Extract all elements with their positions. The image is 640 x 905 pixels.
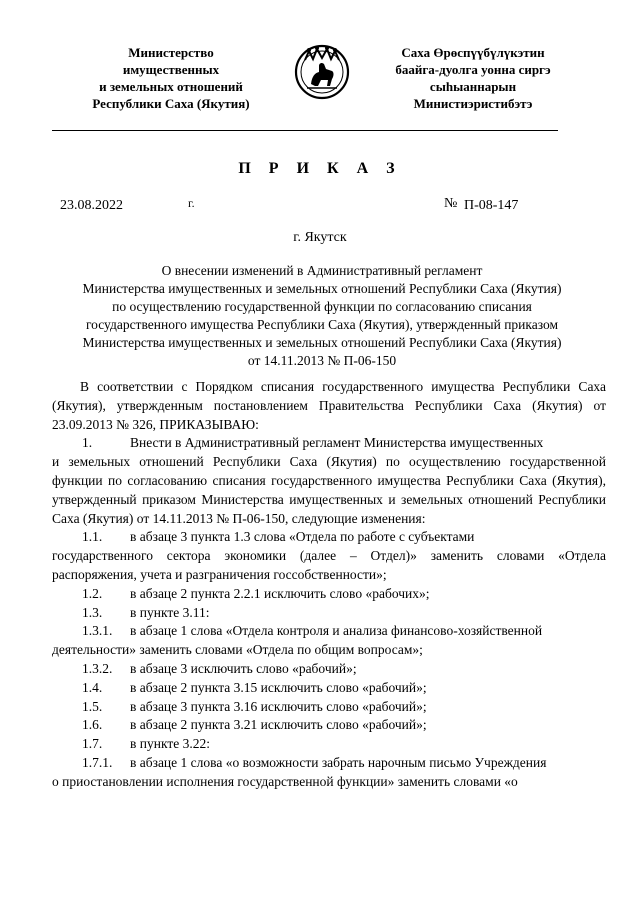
sub-item-text: в абзаце 2 пункта 2.2.1 исключить слово «рабочих»; (130, 585, 430, 601)
order-sub-item (52, 735, 606, 754)
sub-item-text: в абзаце 1 слова «о возможности забрать нарочным письмо Учреждения (130, 754, 547, 770)
sub-item-text: в абзаце 1 слова «Отдела контроля и анализа финансово-хозяйственной (130, 623, 543, 639)
order-title-line: Министерства имущественных и земельных отношений Республики Саха (Якутия) (82, 281, 562, 296)
sub-item-continuation: деятельности» заменить словами «Отдела по общим вопросам»; (52, 642, 423, 658)
order-sub-item (52, 622, 606, 660)
sub-item-number: 1.1. (82, 529, 103, 545)
preamble-paragraph: В соответствии с Порядком списания государственного имущества Республики Саха (Якутия), утвержденным постановлением Правительства Республики Саха (Якутия) от 23.09.2013 № 326, ПРИКАЗЫВАЮ: (52, 379, 606, 432)
sub-item-number: 1.3.2. (82, 660, 113, 676)
sub-item-number: 1.6. (82, 717, 103, 733)
sub-item-text: в абзаце 3 исключить слово «рабочий»; (130, 660, 357, 676)
order-title-line: О внесении изменений в Административный регламент (161, 263, 483, 278)
sub-item-number: 1.2. (82, 585, 103, 601)
sub-item-continuation: государственного сектора экономики (далее – Отдел)» заменить словами «Отдела распоряжения, учета и разграничения госсобственности»; (52, 548, 606, 582)
order-city: г. Якутск (293, 230, 347, 245)
ministry-name-russian (60, 44, 282, 112)
sub-item-text: в пункте 3.11: (130, 604, 210, 620)
sub-item-text: в пункте 3.22: (130, 736, 210, 752)
sub-item-continuation: о приостановлении исполнения государственной функции» заменить словами «о (52, 773, 518, 789)
sub-item-number: 1.5. (82, 698, 103, 714)
date-year-suffix: г. (188, 196, 195, 210)
ministry-name-line: сыһыаннарын (429, 79, 517, 94)
order-title-line: по осуществлению государственной функции по согласованию списания (112, 299, 532, 314)
header-divider (52, 130, 558, 131)
order-title-line: от 14.11.2013 № П-06-150 (247, 353, 397, 368)
order-title-line: государственного имущества Республики Саха (Якутия), утвержденный приказом (85, 317, 559, 332)
order-date: 23.08.2022 (60, 198, 123, 213)
sub-item-number: 1.4. (82, 679, 103, 695)
sub-item-number: 1.3.1. (82, 623, 113, 639)
order-sub-item (52, 604, 606, 623)
ministry-name-line: Министиэристибэтэ (413, 96, 533, 111)
item-number: 1. (82, 435, 93, 451)
sub-item-text: в абзаце 2 пункта 3.21 исключить слово «рабочий»; (130, 717, 427, 733)
sakha-coat-of-arms-emblem (293, 38, 351, 102)
order-sub-item (52, 754, 606, 792)
sub-item-number: 1.7. (82, 736, 103, 752)
order-number: П-08-147 (464, 198, 519, 213)
order-item (52, 434, 606, 528)
number-sign: № (444, 196, 458, 211)
ministry-name-line: Министерство (128, 45, 214, 60)
order-body (52, 378, 606, 792)
item-text-continuation: и земельных отношений Республики Саха (Якутия) по осуществлению государственной функции по согласованию списания государственного имущества Республики Саха (Якутия), утвержденный приказом Министерства имущественных и земельных отношений Республики Саха (Якутия) от 14.11.2013 № П-06-150, следующие изменения: (52, 454, 606, 526)
sub-item-text: в абзаце 3 пункта 3.16 исключить слово «рабочий»; (130, 698, 427, 714)
sub-item-text: в абзаце 3 пункта 1.3 слова «Отдела по работе с субъектами (130, 529, 475, 545)
sub-item-text: в абзаце 2 пункта 3.15 исключить слово «рабочий»; (130, 679, 427, 695)
ministry-name-line: Саха Өрөспүүбүлүкэтин (401, 45, 545, 60)
document-type-heading: П Р И К А З (238, 160, 402, 177)
sub-item-number: 1.3. (82, 604, 103, 620)
item-text-first-line: Внести в Административный регламент Министерства имущественных (130, 435, 544, 451)
order-sub-item (52, 528, 606, 584)
order-sub-item (52, 585, 606, 604)
ministry-name-line: имущественных (122, 62, 220, 77)
order-sub-item (52, 698, 606, 717)
ministry-name-line: Республики Саха (Якутия) (92, 96, 250, 111)
order-title-line: Министерства имущественных и земельных отношений Республики Саха (Якутия) (82, 335, 562, 350)
order-sub-item (52, 679, 606, 698)
ministry-name-line: баайга-дуолга уонна сиргэ (395, 62, 551, 77)
order-sub-item (52, 716, 606, 735)
ministry-name-yakut (368, 44, 578, 112)
order-title (52, 262, 592, 370)
ministry-name-line: и земельных отношений (99, 79, 243, 94)
sub-item-number: 1.7.1. (82, 754, 113, 770)
order-sub-item (52, 660, 606, 679)
